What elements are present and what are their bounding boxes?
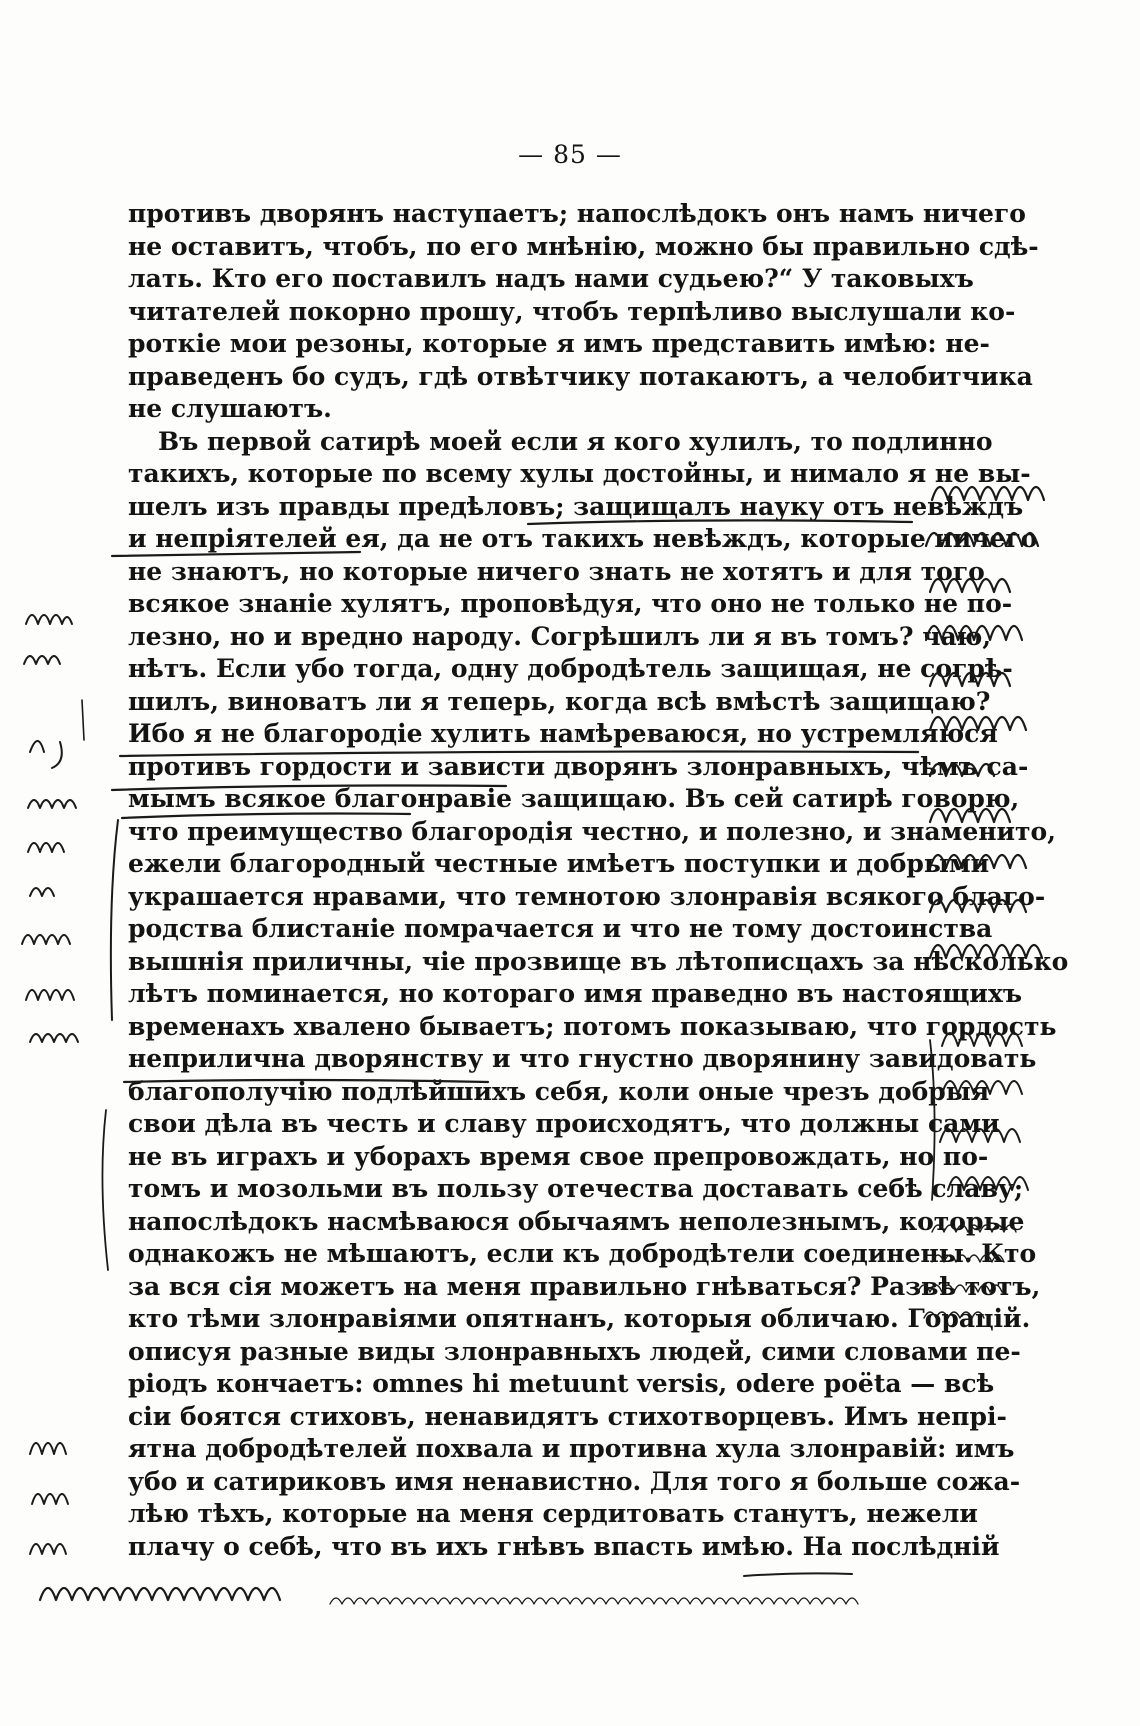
text-line: не слушаютъ. xyxy=(128,394,332,423)
text-line: противъ дворянъ наступаетъ; напослѣдокъ онъ намъ ничего xyxy=(128,199,1026,228)
text-line: праведенъ бо судъ, гдѣ отвѣтчику потакаютъ, а челобитчика xyxy=(128,361,1033,391)
handwriting-scribble xyxy=(330,1598,858,1604)
bracket-mark xyxy=(102,1110,108,1270)
text-line: шелъ изъ правды предѣловъ; защищалъ науку отъ невѣждъ xyxy=(128,491,1024,521)
handwriting-scribble xyxy=(26,990,74,1000)
body-text xyxy=(128,198,1069,1563)
text-line: томъ и мозольми въ пользу отечества доставать себѣ славу; xyxy=(128,1174,1024,1203)
text-line: Ибо я не благородіе хулить намѣреваюся, но устремляюся xyxy=(128,719,998,748)
handwriting-scribble xyxy=(24,656,60,664)
text-line: сіи боятся стиховъ, ненавидятъ стихотворцевъ. Имъ непрі- xyxy=(128,1401,1007,1431)
text-line: лѣтъ поминается, но котораго имя праведно въ настоящихъ xyxy=(128,979,1023,1008)
text-line: читателей покорно прошу, чтобъ терпѣливо выслушали ко- xyxy=(128,296,1016,326)
text-line: не въ играхъ и уборахъ время свое препровождать, но по- xyxy=(128,1141,989,1171)
handwriting-scribble xyxy=(30,1443,66,1454)
text-line: свои дѣла въ честь и славу происходятъ, что должны сами xyxy=(128,1109,1000,1138)
text-line: не оставитъ, чтобъ, по его мнѣнію, можно бы правильно сдѣ- xyxy=(128,231,1039,261)
text-line: ежели благородный честные имѣетъ поступки и добрыми xyxy=(128,849,990,878)
text-line: шилъ, виноватъ ли я теперь, когда всѣ вмѣстѣ защищаю? xyxy=(128,686,991,716)
text-line: временахъ хвалено бываетъ; потомъ показываю, что гордость xyxy=(128,1011,1057,1041)
text-line: за вся сія можетъ на меня правильно гнѣваться? Развѣ тотъ, xyxy=(128,1271,1041,1301)
text-line: кто тѣми злонравіями опятнанъ, которыя обличаю. Горацій. xyxy=(128,1304,1031,1333)
text-line: что преимущество благородія честно, и полезно, и знаменито, xyxy=(128,816,1056,846)
text-line: украшается нравами, что темнотою злонравія всякого благо- xyxy=(128,881,1046,911)
underline-mark xyxy=(744,1573,852,1576)
text-line: родства блистаніе помрачается и что не тому достоинства xyxy=(128,914,993,943)
handwriting-scribble xyxy=(30,1544,66,1554)
handwriting-scribble xyxy=(40,1588,280,1600)
text-line: убо и сатириковъ имя ненавистно. Для того я больше сожа- xyxy=(128,1466,1021,1496)
handwriting-scribble xyxy=(28,843,64,852)
text-line: противъ гордости и зависти дворянъ злонравныхъ, чѣмъ са- xyxy=(128,751,1029,781)
text-line: вышнія приличны, чіе прозвище въ лѣтописцахъ за нѣсколько xyxy=(128,946,1069,976)
handwriting-scribble xyxy=(30,888,54,896)
text-line: благополучію подлѣйшихъ себя, коли оные чрезъ добрыя xyxy=(128,1076,990,1106)
text-line: ріодъ кончаетъ: omnes hi metuunt versis, odere poëta — всѣ xyxy=(128,1369,995,1398)
text-line: мымъ всякое благонравіе защищаю. Въ сей сатирѣ говорю, xyxy=(128,784,1020,813)
text-line: однакожъ не мѣшаютъ, если къ добродѣтели соединены. Кто xyxy=(128,1239,1037,1268)
text-line: и непріятелей ея, да не отъ такихъ невѣждъ, которые ничего xyxy=(128,524,1038,553)
text-line: всякое знаніе хулятъ, проповѣдуя, что оно не только не по- xyxy=(128,589,1013,618)
text-line: такихъ, которые по всему хулы достойны, и нимало я не вы- xyxy=(128,459,1031,488)
text-line: ятна добродѣтелей похвала и противна хула злонравій: имъ xyxy=(128,1434,1015,1463)
bracket-mark xyxy=(82,700,84,740)
text-line: лать. Кто его поставилъ надъ нами судьею?“ У таковыхъ xyxy=(128,264,974,293)
text-line: лѣю тѣхъ, которые на меня сердитовать станутъ, нежели xyxy=(128,1499,978,1528)
page-number: — 85 — xyxy=(518,140,622,169)
handwriting-scribble xyxy=(30,741,62,768)
text-line: роткіе мои резоны, которые я имъ представить имѣю: не- xyxy=(128,329,990,358)
text-line: нѣтъ. Если убо тогда, одну добродѣтель защищая, не согрѣ- xyxy=(128,654,1013,683)
text-line: напослѣдокъ насмѣваюся обычаямъ неполезнымъ, которые xyxy=(128,1206,1025,1236)
handwriting-scribble xyxy=(28,800,76,808)
bracket-mark xyxy=(111,820,118,1020)
text-line: не знаютъ, но которые ничего знать не хотятъ и для того xyxy=(128,556,985,586)
handwriting-scribble xyxy=(30,1034,78,1042)
handwriting-scribble xyxy=(32,1494,68,1504)
handwriting-scribble xyxy=(22,935,70,944)
text-line: неприлична дворянству и что гнустно дворянину завидовать xyxy=(128,1044,1037,1073)
text-line: Въ первой сатирѣ моей если я кого хулилъ, то подлинно xyxy=(158,426,993,456)
text-line: плачу о себѣ, что въ ихъ гнѣвъ впасть имѣю. На послѣдній xyxy=(128,1531,1000,1561)
handwriting-scribble xyxy=(26,615,72,624)
text-line: лезно, но и вредно народу. Согрѣшилъ ли я въ томъ? чаю, xyxy=(128,621,992,651)
text-line: описуя разные виды злонравныхъ людей, сими словами пе- xyxy=(128,1336,1021,1366)
